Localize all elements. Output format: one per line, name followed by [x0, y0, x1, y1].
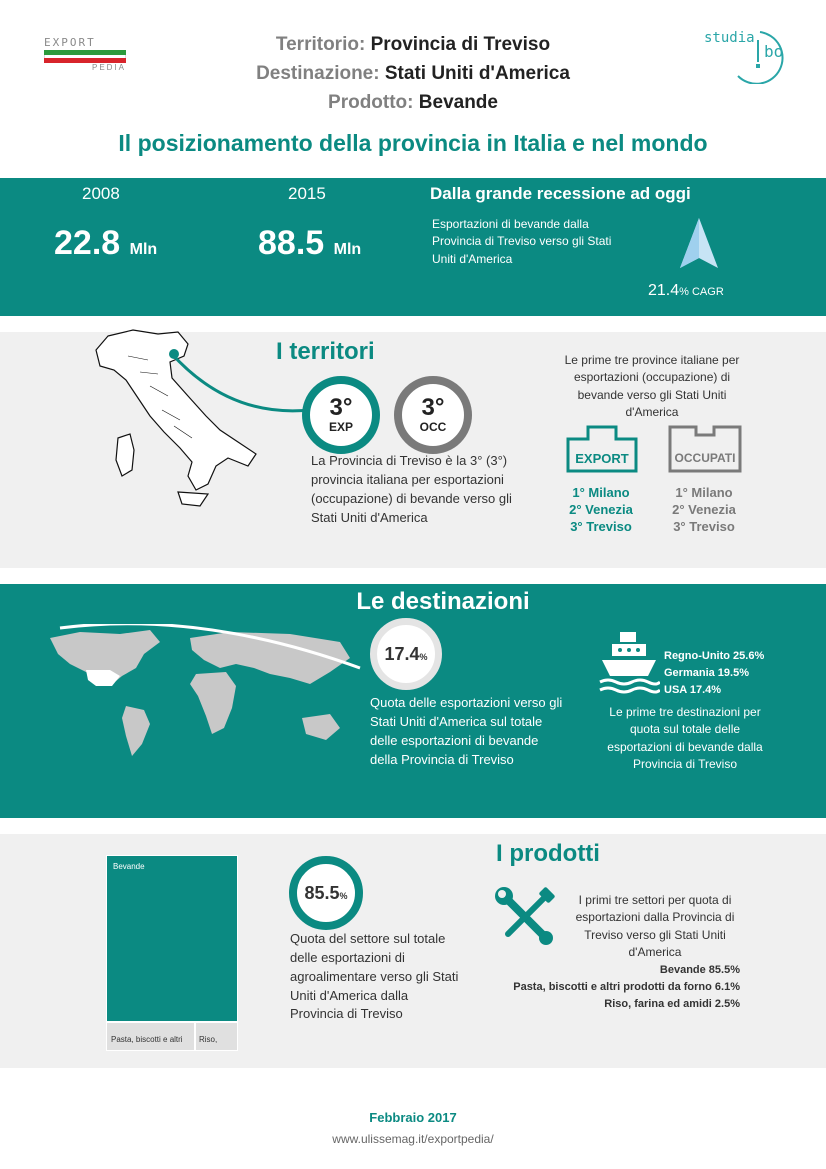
year-2015: 2015 [288, 184, 326, 203]
list-item: 2° Venezia [672, 502, 736, 517]
recession-heading: Dalla grande recessione ad oggi [430, 184, 691, 203]
prod-top-list [504, 962, 740, 1013]
prod-desc: Quota del settore sul totale delle esportazioni di agroalimentare verso gli Stati Uniti d'America dalla Provincia di Treviso [290, 931, 459, 1022]
territori-title: I territori [276, 338, 375, 365]
dest-top-list [664, 648, 764, 699]
list-item: USA 17.4% [664, 684, 722, 696]
export-ranking [558, 484, 644, 535]
year-2008: 2008 [82, 184, 120, 203]
list-item: Riso, farina ed amidi 2.5% [604, 998, 740, 1010]
dest-share-badge: 17.4% [370, 618, 442, 690]
studiabo-logo [700, 28, 792, 84]
territori-desc: La Provincia di Treviso è la 3° (3°) provincia italiana per esportazioni (occupazione) di bevande verso gli Stati Uniti d'America [311, 453, 512, 525]
occupati-ranking [661, 484, 747, 535]
value-2008: 22.8 Mln [54, 224, 158, 262]
treemap-cell-pasta: Pasta, biscotti e altri [106, 1022, 195, 1051]
recession-desc: Esportazioni di bevande dalla Provincia di Treviso verso gli Stati Uniti d'America [432, 217, 612, 266]
list-item: Pasta, biscotti e altri prodotti da forno 6.1% [513, 981, 740, 993]
list-item: 2° Venezia [569, 502, 633, 517]
page-title: Il posizionamento della provincia in Italia e nel mondo [118, 130, 708, 156]
treemap-cell-bevande: Bevande [106, 855, 238, 1022]
header-prodotto: Prodotto: Bevande [328, 92, 498, 113]
list-item: 1° Milano [675, 485, 733, 500]
export-podium [566, 425, 638, 473]
list-item: Bevande 85.5% [659, 964, 740, 976]
footer-date: Febbraio 2017 [369, 1110, 457, 1125]
exp-rank-badge: 3° EXP [302, 376, 380, 454]
dest-top-desc: Le prime tre destinazioni per quota sul totale delle esportazioni di bevande dalla Provincia di Treviso [607, 705, 763, 772]
occupati-podium [668, 425, 742, 473]
destinazioni-title: Le destinazioni [356, 588, 530, 615]
list-item: 3° Treviso [673, 519, 735, 534]
export-label: EXPORT [575, 451, 629, 466]
logo-text: EXPORT [44, 36, 96, 49]
header-destinazione: Destinazione: Stati Uniti d'America [256, 63, 570, 84]
prod-share-badge: 85.5% [289, 856, 363, 930]
treemap-cell-riso: Riso, [195, 1022, 238, 1051]
tools-icon [494, 886, 558, 955]
recession-band [0, 178, 826, 316]
growth-arrow-icon [678, 216, 720, 275]
value-2015: 88.5 Mln [258, 224, 362, 262]
studia-text: studia [704, 30, 755, 46]
destinazioni-band [0, 584, 826, 818]
bo-text: bo [764, 42, 784, 61]
dest-desc: Quota delle esportazioni verso gli Stati Uniti d'America sul totale delle esportazioni di bevande della Provincia di Treviso [370, 695, 563, 767]
footer-url[interactable]: www.ulissemag.it/exportpedia/ [332, 1132, 494, 1146]
header-territorio: Territorio: Provincia di Treviso [275, 34, 551, 55]
world-map [40, 624, 370, 769]
sector-treemap [106, 855, 238, 1051]
list-item: Germania 19.5% [664, 667, 749, 679]
prodotti-title: I prodotti [496, 840, 600, 867]
list-item: 3° Treviso [570, 519, 632, 534]
cagr: 21.4% CAGR [648, 282, 724, 299]
occ-rank-badge: 3° OCC [394, 376, 472, 454]
ship-icon [598, 630, 660, 699]
logo-subtext: PEDIA [91, 63, 126, 72]
list-item: 1° Milano [572, 485, 630, 500]
territori-top-desc: Le prime tre province italiane per esportazioni (occupazione) di bevande verso gli Stati Uniti d'America [564, 353, 740, 420]
prod-top-desc: I primi tre settori per quota di esportazioni dalla Provincia di Treviso verso gli Stati Uniti d'America [575, 893, 735, 960]
list-item: Regno-Unito 25.6% [664, 650, 765, 662]
occupati-label: OCCUPATI [674, 451, 736, 465]
